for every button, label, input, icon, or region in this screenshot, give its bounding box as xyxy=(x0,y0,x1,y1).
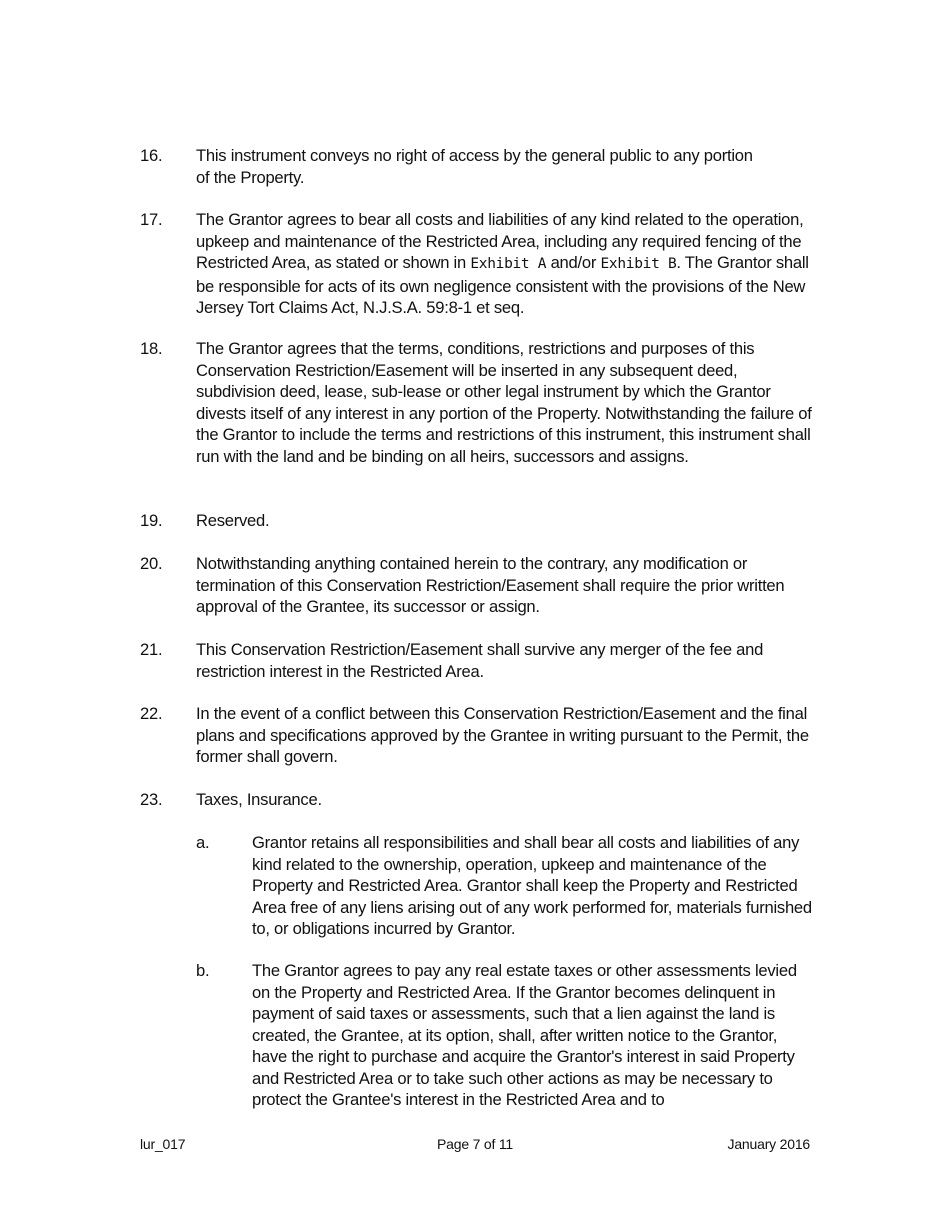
section-text-part: The Grantor agrees to bear all costs and liabilities of any kind related to the operation, upkeep and maintenance of the Restricted Area, including any required fencing of the Restricted Area, as stated or shown in xyxy=(196,210,804,272)
section-text: This Conservation Restriction/Easement shall survive any merger of the fee and restriction interest in the Restricted Area. xyxy=(196,640,764,681)
section-number: 16. xyxy=(140,146,163,165)
section-23 xyxy=(140,789,820,811)
section-text: Reserved. xyxy=(196,511,270,530)
section-17 xyxy=(140,209,820,319)
section-number: 20. xyxy=(140,554,163,573)
footer-date: January 2016 xyxy=(727,1136,810,1152)
section-16 xyxy=(140,145,820,188)
section-18 xyxy=(140,338,820,467)
section-text: In the event of a conflict between this Conservation Restriction/Easement and the final plans and specifications approved by the Grantee in writing pursuant to the Permit, the former shall govern. xyxy=(196,704,809,766)
section-22 xyxy=(140,703,820,768)
subsection-text: Grantor retains all responsibilities and shall bear all costs and liabilities of any kind related to the ownership, operation, upkeep and maintenance of the Property and Restricted Area. Grantor shall keep the Property and Restricted Area free of any liens arising out of any work performed for, materials furnished to, or obligations incurred by Grantor. xyxy=(252,833,812,938)
exhibit-a-reference: Exhibit A xyxy=(470,256,547,272)
section-23-a xyxy=(196,832,816,940)
section-text-part: and/or xyxy=(546,253,601,272)
section-heading: Taxes, Insurance. xyxy=(196,790,322,809)
section-text: Notwithstanding anything contained herein to the contrary, any modification or termination of this Conservation Restriction/Easement shall require the prior written approval of the Grantee, its successor or assign. xyxy=(196,554,785,616)
section-number: 22. xyxy=(140,704,163,723)
section-number: 18. xyxy=(140,339,163,358)
footer-page-number: Page 7 of 11 xyxy=(437,1136,513,1152)
section-number: 23. xyxy=(140,790,163,809)
section-number: 17. xyxy=(140,210,163,229)
exhibit-b-reference: Exhibit B xyxy=(600,256,677,272)
section-23-b xyxy=(196,960,816,1111)
section-text: The Grantor agrees that the terms, conditions, restrictions and purposes of this Conservation Restriction/Easement will be inserted in any subsequent deed, subdivision deed, lease, sub-lease or other legal instrument by which the Grantor divests itself of any interest in any portion of the Property. Notwithstanding the failure of the Grantor to include the terms and restrictions of this instrument, this instrument shall run with the land and be binding on all heirs, successors and assigns. xyxy=(196,339,812,466)
section-19 xyxy=(140,510,820,532)
section-number: 19. xyxy=(140,511,163,530)
subsection-label: a. xyxy=(196,833,210,852)
footer-doc-id: lur_017 xyxy=(140,1136,186,1152)
section-text xyxy=(196,209,820,319)
section-text-part: . The Grantor shall be responsible for acts of its own negligence consistent with the provisions of the New Jersey Tort Claims Act, N.J.S.A. 59:8-1 et seq. xyxy=(196,253,809,317)
section-21 xyxy=(140,639,820,682)
section-number: 21. xyxy=(140,640,163,659)
subsection-label: b. xyxy=(196,961,210,980)
subsection-text: The Grantor agrees to pay any real estate taxes or other assessments levied on the Property and Restricted Area. If the Grantor becomes delinquent in payment of said taxes or assessments, such that a lien against the land is created, the Grantee, at its option, shall, after written notice to the Grantor, have the right to purchase and acquire the Grantor's interest in said Property and Restricted Area or to take such other actions as may be necessary to protect the Grantee's interest in the Restricted Area and to xyxy=(252,961,797,1109)
section-text: This instrument conveys no right of access by the general public to any portion of the Property. xyxy=(196,146,753,187)
section-20 xyxy=(140,553,820,618)
